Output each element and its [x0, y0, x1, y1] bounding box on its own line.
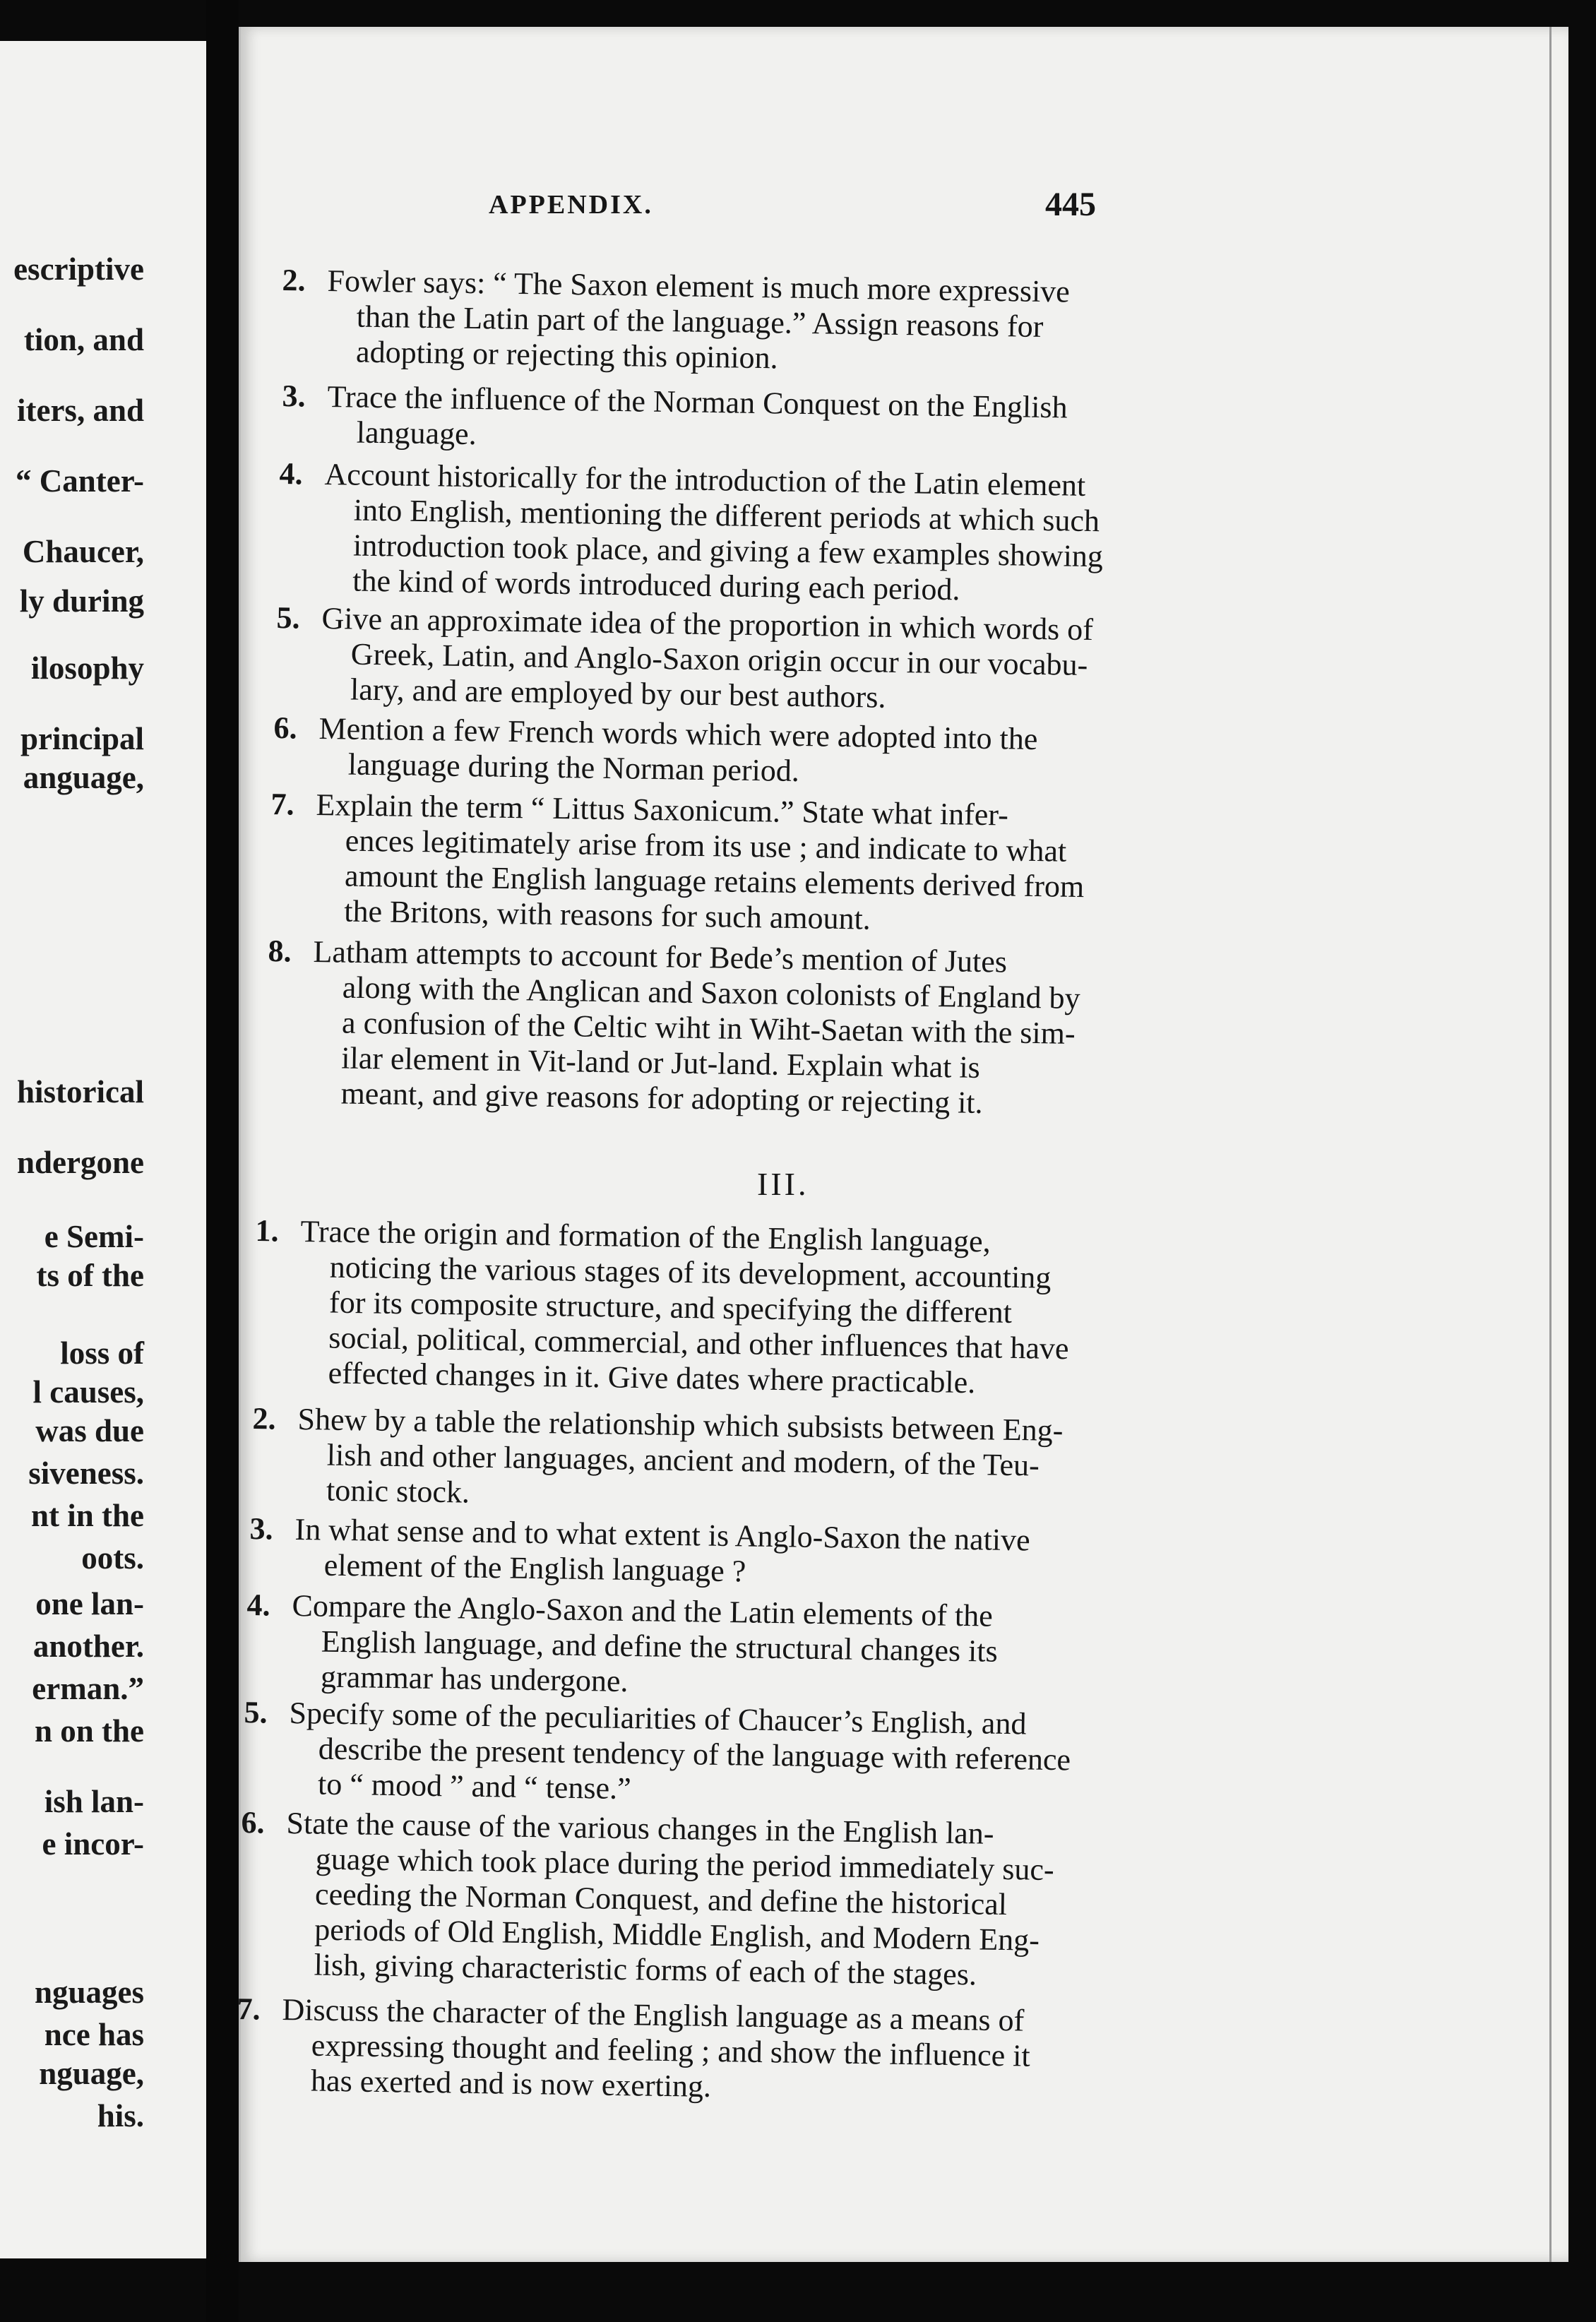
left-page-text-fragment: ish lan-	[44, 1784, 144, 1819]
question-line: along with the Anglican and Saxon colonists of England by	[342, 970, 1080, 1016]
question-item	[236, 1991, 1031, 2109]
left-page-text-fragment: erman.”	[32, 1671, 144, 1706]
question-number: 5.	[276, 600, 300, 636]
question-item	[278, 456, 1104, 609]
left-page-text-fragment: nce has	[44, 2017, 144, 2052]
question-line: periods of Old English, Middle English, and Modern Eng-	[314, 1912, 1040, 1958]
left-page-text-fragment: e Semi-	[44, 1219, 144, 1254]
question-line: for its composite structure, and specifying the different	[328, 1285, 1013, 1330]
question-item	[243, 1695, 1071, 1813]
left-page-text-fragment: oots.	[81, 1540, 144, 1576]
section-heading: III.	[757, 1166, 809, 1202]
left-page-text-fragment: nguages	[34, 1975, 144, 2010]
question-line: grammar has undergone.	[320, 1659, 629, 1699]
left-page-text-fragment: tion, and	[23, 322, 144, 357]
question-item	[269, 787, 1085, 940]
question-line: ceeding the Norman Conquest, and define the historical	[314, 1876, 1008, 1922]
question-line: ences legitimately arise from its use ; and indicate to what	[345, 823, 1067, 869]
question-line: tonic stock.	[326, 1472, 470, 1510]
left-page-text-fragment: “ Canter-	[15, 463, 144, 499]
question-number: 8.	[268, 934, 292, 969]
question-line: Latham attempts to account for Bede’s mention of Jutes	[313, 934, 1008, 980]
left-page-text-fragment: iters, and	[17, 393, 144, 428]
question-item	[275, 600, 1093, 718]
left-page-fragment	[0, 41, 210, 2258]
question-line: Explain the term “ Littus Saxonicum.” State what infer-	[316, 787, 1009, 833]
question-line: amount the English language retains elements derived from	[344, 858, 1085, 905]
question-number: 6.	[273, 710, 297, 746]
question-number: 5.	[244, 1695, 268, 1730]
question-line: Give an approximate idea of the proportion in which words of	[321, 600, 1094, 648]
question-line: social, political, commercial, and other influences that have	[328, 1320, 1069, 1367]
question-line: describe the present tendency of the language with reference	[318, 1731, 1071, 1778]
question-number: 3.	[249, 1511, 273, 1547]
page-edge	[1549, 27, 1552, 2262]
question-line: Compare the Anglo-Saxon and the Latin elements of the	[292, 1588, 994, 1633]
question-line: State the cause of the various changes in the English lan-	[286, 1805, 994, 1851]
question-line: Mention a few French words which were adopted into the	[318, 710, 1038, 757]
left-page-text-fragment: ly during	[19, 583, 144, 619]
question-line: guage which took place during the period immediately suc-	[315, 1841, 1055, 1888]
question-item	[251, 1401, 1064, 1519]
left-page-text-fragment: another.	[32, 1629, 144, 1664]
question-line: lish, giving characteristic forms of each of the stages.	[314, 1947, 977, 1992]
question-item	[266, 934, 1080, 1122]
question-number: 6.	[241, 1805, 265, 1840]
left-page-text-fragment: one lan-	[35, 1586, 144, 1621]
question-line: ilar element in Vit-land or Jut-land. Explain what is	[341, 1040, 981, 1085]
book-gutter	[206, 0, 239, 2322]
question-line: expressing thought and feeling ; and show the influence it	[311, 2028, 1031, 2073]
left-page-text-fragment: principal	[20, 721, 144, 756]
question-number: 2.	[252, 1401, 276, 1436]
left-page-text-fragment: nt in the	[30, 1498, 144, 1533]
question-item	[253, 1213, 1071, 1402]
question-number: 3.	[282, 379, 306, 414]
question-line: a confusion of the Celtic wiht in Wiht-Saetan with the sim-	[341, 1005, 1076, 1051]
left-page-text-fragment: ts of the	[36, 1258, 144, 1293]
left-page-text-fragment: was due	[35, 1413, 144, 1448]
question-line: language.	[356, 415, 477, 452]
left-page-text-fragment: l causes,	[32, 1374, 144, 1410]
question-number: 2.	[282, 263, 306, 298]
question-line: element of the English language ?	[323, 1547, 746, 1589]
question-line: Trace the influence of the Norman Conquest on the English	[327, 379, 1068, 425]
question-line: Account historically for the introduction of the Latin element	[324, 456, 1086, 503]
left-page-text-fragment: ndergone	[17, 1145, 144, 1180]
running-head: APPENDIX.	[489, 190, 653, 220]
page-number: 445	[1045, 186, 1096, 223]
question-item	[282, 379, 1068, 460]
question-line: meant, and give reasons for adopting or rejecting it.	[340, 1076, 983, 1121]
left-page-text-fragment: his.	[97, 2098, 144, 2133]
question-item	[246, 1588, 999, 1705]
question-line: noticing the various stages of its development, accounting	[329, 1249, 1052, 1295]
question-item	[239, 1805, 1054, 1994]
question-item	[273, 710, 1038, 792]
question-line: Specify some of the peculiarities of Chaucer’s English, and	[289, 1695, 1027, 1742]
question-line: adopting or rejecting this opinion.	[355, 334, 779, 376]
question-item	[249, 1511, 1030, 1593]
question-line: English language, and define the structural changes its	[321, 1624, 999, 1669]
question-number: 4.	[246, 1588, 270, 1623]
question-line: introduction took place, and giving a few examples showing	[352, 528, 1104, 574]
question-number: 7.	[237, 1991, 261, 2027]
left-page-text-fragment: siveness.	[28, 1455, 144, 1491]
left-page-text-fragment: historical	[17, 1074, 144, 1109]
question-line: Trace the origin and formation of the English language,	[300, 1213, 991, 1259]
question-line: Greek, Latin, and Anglo-Saxon origin occur in our vocabu-	[350, 636, 1088, 683]
question-number: 1.	[255, 1213, 279, 1249]
question-number: 4.	[279, 456, 303, 492]
left-page-text-fragment: n on the	[34, 1713, 144, 1749]
question-line: language during the Norman period.	[347, 746, 800, 789]
left-page-text-fragment: escriptive	[13, 251, 144, 287]
question-line: Discuss the character of the English language as a means of	[282, 1991, 1025, 2038]
question-line: In what sense and to what extent is Anglo-Saxon the native	[294, 1511, 1031, 1558]
left-page-text-fragment: Chaucer,	[22, 534, 144, 569]
question-number: 7.	[270, 787, 294, 822]
left-page-text-fragment: loss of	[60, 1335, 144, 1371]
question-line: lish and other languages, ancient and modern, of the Teu-	[326, 1437, 1040, 1483]
left-page-text-fragment: e incor-	[42, 1826, 144, 1862]
question-line: than the Latin part of the language.” Assign reasons for	[356, 299, 1044, 344]
question-line: into English, mentioning the different periods at which such	[353, 492, 1100, 539]
question-item	[281, 263, 1070, 381]
question-line: Fowler says: “ The Saxon element is much more expressive	[327, 263, 1071, 309]
question-line: the Britons, with reasons for such amount.	[344, 893, 871, 936]
left-page-text-fragment: anguage,	[23, 760, 144, 795]
question-line: effected changes in it. Give dates where practicable.	[328, 1355, 976, 1400]
left-page-text-fragment: nguage,	[39, 2056, 144, 2091]
left-page-text-fragment: ilosophy	[30, 650, 144, 686]
question-line: has exerted and is now exerting.	[310, 2063, 712, 2104]
question-line: Shew by a table the relationship which subsists between Eng-	[297, 1401, 1064, 1448]
question-line: the kind of words introduced during each period.	[352, 563, 960, 607]
question-line: lary, and are employed by our best authors.	[350, 672, 886, 715]
question-line: to “ mood ” and “ tense.”	[317, 1766, 631, 1806]
